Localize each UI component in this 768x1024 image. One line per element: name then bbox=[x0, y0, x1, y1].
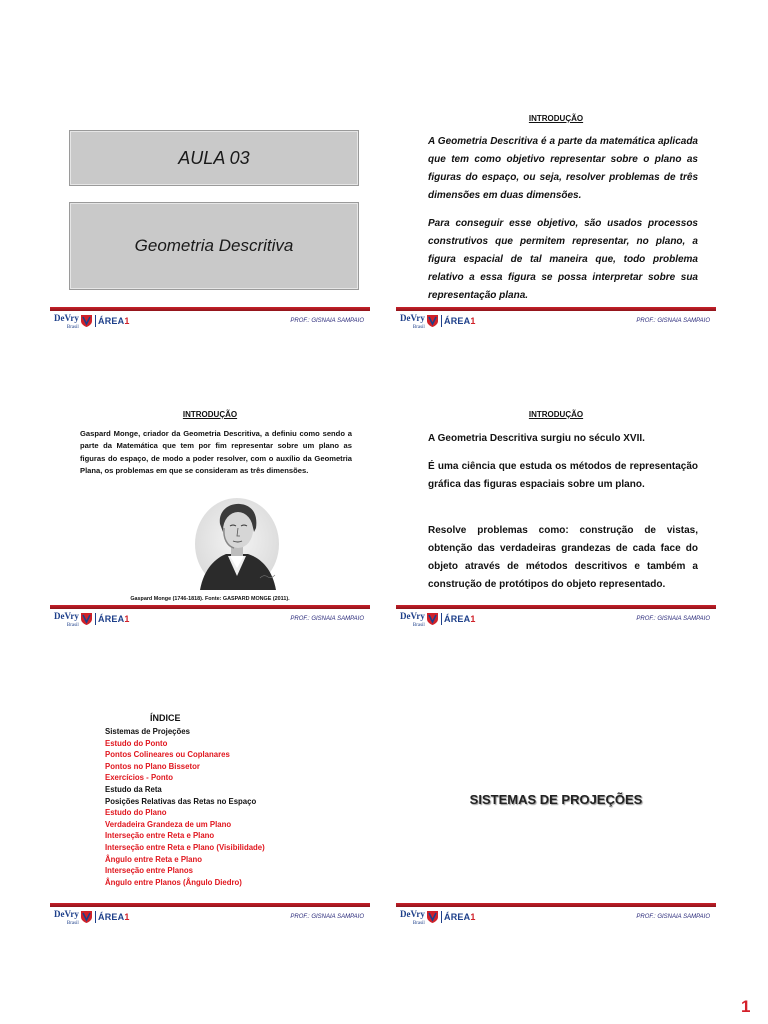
shield-logo-icon bbox=[427, 315, 438, 327]
footer-separator bbox=[441, 911, 442, 923]
shield-logo-icon bbox=[81, 911, 92, 923]
slide-heading: INTRODUÇÃO bbox=[182, 410, 238, 419]
lesson-title: AULA 03 bbox=[178, 147, 250, 168]
index-item: Pontos no Plano Bissetor bbox=[105, 761, 200, 771]
slide-heading: INTRODUÇÃO bbox=[528, 410, 584, 419]
footer-separator bbox=[441, 613, 442, 625]
footer-separator bbox=[95, 613, 96, 625]
footer-rule bbox=[396, 903, 716, 907]
index-item: Ângulo entre Reta e Plano bbox=[105, 854, 203, 864]
shield-logo-icon bbox=[427, 911, 438, 923]
professor-name: PROF.: GISNAIA SAMPAIO bbox=[636, 914, 710, 920]
slide-footer bbox=[396, 605, 716, 631]
monge-portrait-image bbox=[194, 498, 280, 590]
index-item: Estudo do Ponto bbox=[105, 738, 168, 748]
shield-logo-icon bbox=[81, 315, 92, 327]
history-paragraph-1: A Geometria Descritiva surgiu no século XVII. bbox=[428, 433, 645, 444]
footer-rule bbox=[396, 307, 716, 311]
slide-footer bbox=[50, 307, 370, 333]
index-item: Sistemas de Projeções bbox=[105, 727, 190, 736]
devry-logo: DeVry Brasil bbox=[400, 909, 425, 926]
subject-title: Geometria Descritiva bbox=[134, 236, 294, 255]
professor-name: PROF.: GISNAIA SAMPAIO bbox=[290, 616, 364, 622]
area-logo: ÁREA1 bbox=[444, 316, 476, 326]
professor-name: PROF.: GISNAIA SAMPAIO bbox=[290, 914, 364, 920]
footer-rule bbox=[50, 903, 370, 907]
index-item: Interseção entre Reta e Plano bbox=[105, 831, 215, 841]
index-item: Pontos Colineares ou Coplanares bbox=[105, 750, 230, 760]
intro-paragraph-1: A Geometria Descritiva é a parte da matemática aplicada que tem como objetivo representar sobre o plano as figuras do espaço, ou seja, resolver problemas de três dimensões em duas dimensões. bbox=[428, 136, 698, 201]
area-logo: ÁREA1 bbox=[444, 614, 476, 624]
slide-footer bbox=[50, 903, 370, 929]
devry-logo: DeVry Brasil bbox=[400, 313, 425, 330]
footer-rule bbox=[50, 605, 370, 609]
devry-logo: DeVry Brasil bbox=[54, 313, 79, 330]
professor-name: PROF.: GISNAIA SAMPAIO bbox=[290, 318, 364, 324]
shield-logo-icon bbox=[427, 613, 438, 625]
index-item: Estudo da Reta bbox=[105, 784, 162, 794]
slide-index bbox=[50, 688, 370, 928]
index-item: Exercícios - Ponto bbox=[105, 773, 174, 783]
monge-paragraph: Gaspard Monge, criador da Geometria Descritiva, a definiu como sendo a parte da Matemática que tem por fim representar sobre um plano as figuras do espaço, de modo a poder resolver, com o auxílio da Geometria Plana, os problemas em que se consideram as três dimensões. bbox=[80, 429, 352, 476]
section-title: SISTEMAS DE PROJEÇÕES bbox=[469, 792, 643, 807]
history-paragraph-3: Resolve problemas como: construção de vistas, obtenção das verdadeiras grandezas de cada face do objeto através de métodos descritivos e também a construção de protótipos do objeto representado. bbox=[428, 525, 698, 590]
slide-title bbox=[50, 92, 370, 332]
professor-name: PROF.: GISNAIA SAMPAIO bbox=[636, 318, 710, 324]
index-item: Posições Relativas das Retas no Espaço bbox=[105, 796, 257, 806]
index-item: Interseção entre Reta e Plano (Visibilidade) bbox=[105, 842, 265, 852]
slide-footer bbox=[396, 307, 716, 333]
shield-logo-icon bbox=[81, 613, 92, 625]
footer-rule bbox=[50, 307, 370, 311]
devry-logo: DeVry Brasil bbox=[54, 909, 79, 926]
area-logo: ÁREA1 bbox=[98, 614, 130, 624]
area-logo: ÁREA1 bbox=[98, 912, 130, 922]
slide-footer bbox=[396, 903, 716, 929]
index-item: Ângulo entre Planos (Ângulo Diedro) bbox=[105, 877, 242, 887]
slide-footer bbox=[50, 605, 370, 631]
footer-rule bbox=[396, 605, 716, 609]
lesson-title-box bbox=[69, 130, 359, 186]
professor-name: PROF.: GISNAIA SAMPAIO bbox=[636, 616, 710, 622]
intro-paragraph-2: Para conseguir esse objetivo, são usados processos construtivos que permitem representar, no plano, a figura espacial de tal maneira que, todo problema relativo a essa figura se possa interpretar sobre sua representação plana. bbox=[428, 218, 698, 301]
portrait-caption: Gaspard Monge (1746-1818). Fonte: GASPARD MONGE (2011). bbox=[130, 596, 290, 602]
index-item: Verdadeira Grandeza de um Plano bbox=[105, 819, 232, 829]
index-title: ÍNDICE bbox=[150, 713, 181, 723]
slide-introduction-1 bbox=[396, 92, 716, 332]
index-item: Estudo do Plano bbox=[105, 808, 167, 818]
index-item: Interseção entre Planos bbox=[105, 866, 193, 876]
index-list bbox=[105, 726, 265, 888]
footer-separator bbox=[95, 911, 96, 923]
slide-projection-systems bbox=[396, 688, 716, 928]
slide-introduction-2 bbox=[50, 390, 370, 630]
slide-heading: INTRODUÇÃO bbox=[528, 114, 584, 123]
footer-separator bbox=[441, 315, 442, 327]
footer-separator bbox=[95, 315, 96, 327]
subject-title-box bbox=[69, 202, 359, 290]
area-logo: ÁREA1 bbox=[444, 912, 476, 922]
devry-logo: DeVry Brasil bbox=[400, 611, 425, 628]
page-number: 1 bbox=[741, 997, 751, 1016]
slide-introduction-3 bbox=[396, 390, 716, 630]
area-logo: ÁREA1 bbox=[98, 316, 130, 326]
devry-logo: DeVry Brasil bbox=[54, 611, 79, 628]
history-paragraph-2: É uma ciência que estuda os métodos de representação gráfica das figuras espaciais sobre um plano. bbox=[428, 461, 698, 490]
